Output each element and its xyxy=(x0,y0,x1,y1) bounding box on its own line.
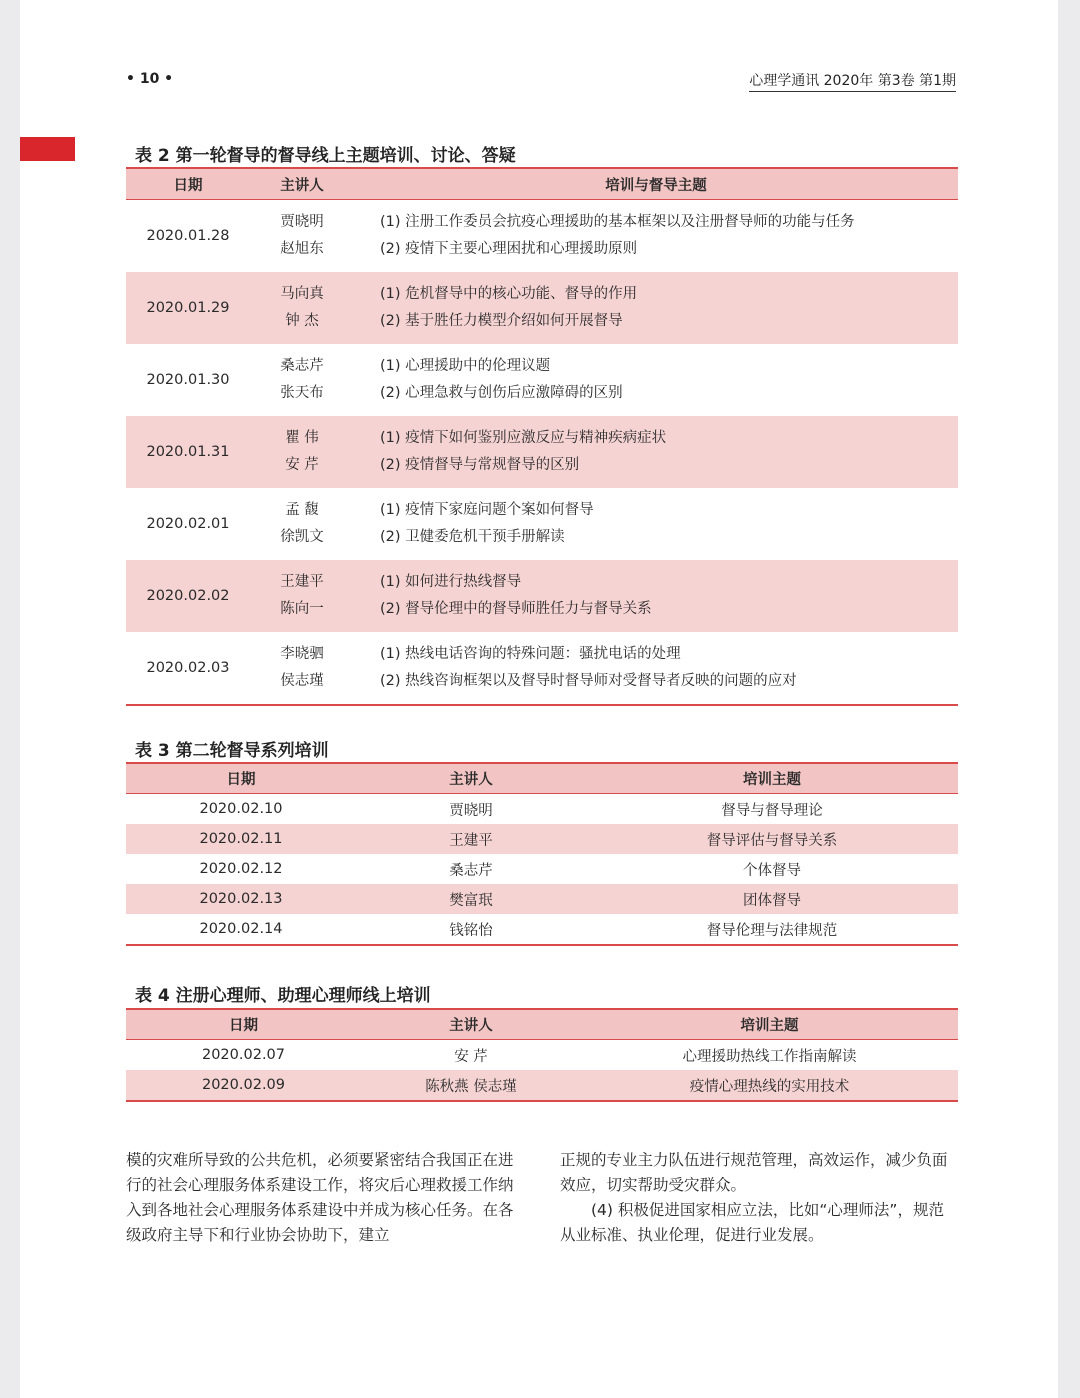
table2 xyxy=(126,167,958,706)
speaker-name: 王建平 xyxy=(280,574,324,590)
row-speakers xyxy=(250,344,354,416)
row-date: 2020.02.07 xyxy=(201,1047,286,1063)
table3-col-speaker: 主讲人 xyxy=(356,763,586,794)
speaker-name: 李晓驷 xyxy=(280,646,324,662)
topic-line: (1) 如何进行热线督导 xyxy=(380,574,522,590)
table2-col-date: 日期 xyxy=(126,168,250,200)
body-right-column xyxy=(560,1148,958,1248)
table3-col-date: 日期 xyxy=(126,763,356,794)
table-row xyxy=(126,560,958,632)
body-left-column xyxy=(126,1148,524,1248)
row-topics xyxy=(354,416,958,488)
topic-line: (2) 疫情下主要心理困扰和心理援助原则 xyxy=(380,241,638,257)
table-row xyxy=(126,416,958,488)
row-topic: 团体督导 xyxy=(586,884,958,914)
row-date: 2020.01.30 xyxy=(146,372,230,388)
row-topic: 个体督导 xyxy=(743,862,801,879)
row-topics xyxy=(354,200,958,273)
row-date: 2020.02.10 xyxy=(199,801,283,817)
speaker-name: 桑志芹 xyxy=(280,358,324,374)
speaker-name: 马向真 xyxy=(280,286,324,302)
table3-header-row xyxy=(126,763,958,794)
table-row xyxy=(126,632,958,705)
speaker-name: 徐凯文 xyxy=(280,529,324,545)
row-topics xyxy=(354,488,958,560)
table3-caption: 表 3 第二轮督导系列培训 xyxy=(135,741,329,761)
table2-col-topic: 培训与督导主题 xyxy=(354,168,958,200)
table3-col-topic: 培训主题 xyxy=(586,763,958,794)
table4-header-row xyxy=(126,1009,958,1040)
topic-line: (2) 心理急救与创伤后应激障碍的区别 xyxy=(380,385,623,401)
table-row xyxy=(126,272,958,344)
topic-line: (2) 热线咨询框架以及督导时督导师对受督导者反映的问题的应对 xyxy=(380,673,797,689)
table-row xyxy=(126,344,958,416)
document-page xyxy=(20,0,1058,1398)
table2-caption: 表 2 第一轮督导的督导线上主题培训、讨论、答疑 xyxy=(135,146,516,166)
page-number: • 10 • xyxy=(126,71,174,87)
row-speakers xyxy=(250,200,354,273)
speaker-name: 陈向一 xyxy=(280,601,324,617)
table4 xyxy=(126,1008,958,1102)
row-topics xyxy=(354,632,958,705)
row-speakers xyxy=(250,560,354,632)
speaker-name: 赵旭东 xyxy=(280,241,324,257)
row-speaker: 钱铭怡 xyxy=(356,914,586,945)
speaker-name: 孟 馥 xyxy=(285,502,319,518)
table-row xyxy=(126,824,958,854)
row-date: 2020.02.11 xyxy=(126,824,356,854)
row-topic: 督导与督导理论 xyxy=(721,802,823,819)
speaker-name: 贾晓明 xyxy=(280,214,324,230)
table2-col-speaker: 主讲人 xyxy=(250,168,354,200)
row-speakers xyxy=(250,272,354,344)
row-date: 2020.02.14 xyxy=(126,914,356,945)
row-speaker: 安 芹 xyxy=(454,1048,488,1065)
speaker-name: 安 芹 xyxy=(285,457,319,473)
row-date: 2020.01.31 xyxy=(126,416,250,488)
table-row xyxy=(126,1070,958,1101)
row-topics xyxy=(354,344,958,416)
row-date: 2020.02.03 xyxy=(126,632,250,705)
row-topic: 心理援助热线工作指南解读 xyxy=(682,1048,857,1065)
topic-line: (1) 心理援助中的伦理议题 xyxy=(380,358,551,374)
row-speaker: 陈秋燕 侯志瑾 xyxy=(361,1070,581,1101)
speaker-name: 瞿 伟 xyxy=(285,430,319,446)
row-date: 2020.02.02 xyxy=(126,560,250,632)
table-row xyxy=(126,794,958,825)
topic-line: (1) 热线电话咨询的特殊问题：骚扰电话的处理 xyxy=(380,646,681,662)
topic-line: (1) 疫情下家庭问题个案如何督导 xyxy=(380,502,594,518)
table-row xyxy=(126,884,958,914)
row-speaker: 桑志芹 xyxy=(449,862,493,879)
row-speakers xyxy=(250,632,354,705)
table-row xyxy=(126,200,958,273)
table-row xyxy=(126,1040,958,1071)
row-date: 2020.02.12 xyxy=(199,861,283,877)
table4-caption: 表 4 注册心理师、助理心理师线上培训 xyxy=(135,986,431,1006)
body-paragraph: 正规的专业主力队伍进行规范管理，高效运作，减少负面效应，切实帮助受灾群众。 xyxy=(560,1151,948,1194)
body-paragraph: 模的灾难所导致的公共危机，必须要紧密结合我国正在进行的社会心理服务体系建设工作，将灾后心理救援工作纳入到各地社会心理服务体系建设中并成为核心任务。在各级政府主导下和行业协会协助下，建立 xyxy=(126,1151,514,1244)
table3 xyxy=(126,762,958,946)
table4-col-topic: 培训主题 xyxy=(581,1009,958,1040)
row-topic: 疫情心理热线的实用技术 xyxy=(581,1070,958,1101)
row-speaker: 贾晓明 xyxy=(449,802,493,819)
speaker-name: 侯志瑾 xyxy=(280,673,324,689)
table-row xyxy=(126,854,958,884)
row-speakers xyxy=(250,488,354,560)
row-topic: 督导评估与督导关系 xyxy=(586,824,958,854)
topic-line: (2) 基于胜任力模型介绍如何开展督导 xyxy=(380,313,623,329)
topic-line: (2) 卫健委危机干预手册解读 xyxy=(380,529,565,545)
row-date: 2020.02.01 xyxy=(146,516,230,532)
red-accent-bar xyxy=(20,137,75,161)
table4-col-date: 日期 xyxy=(126,1009,361,1040)
topic-line: (2) 督导伦理中的督导师胜任力与督导关系 xyxy=(380,601,652,617)
table2-header-row xyxy=(126,168,958,200)
row-topics xyxy=(354,272,958,344)
topic-line: (2) 疫情督导与常规督导的区别 xyxy=(380,457,580,473)
row-date: 2020.01.29 xyxy=(126,272,250,344)
row-speakers xyxy=(250,416,354,488)
body-paragraph: (4) 积极促进国家相应立法，比如“心理师法”，规范从业标准、执业伦理，促进行业发展。 xyxy=(560,1201,944,1244)
table4-col-speaker: 主讲人 xyxy=(361,1009,581,1040)
speaker-name: 张天布 xyxy=(280,385,324,401)
row-speaker: 王建平 xyxy=(356,824,586,854)
row-speaker: 樊富珉 xyxy=(356,884,586,914)
row-date: 2020.02.09 xyxy=(126,1070,361,1101)
table-row xyxy=(126,914,958,945)
table-row xyxy=(126,488,958,560)
topic-line: (1) 注册工作委员会抗疫心理援助的基本框架以及注册督导师的功能与任务 xyxy=(380,214,855,230)
row-topics xyxy=(354,560,958,632)
row-date: 2020.02.13 xyxy=(126,884,356,914)
speaker-name: 钟 杰 xyxy=(285,313,319,329)
topic-line: (1) 危机督导中的核心功能、督导的作用 xyxy=(380,286,638,302)
row-topic: 督导伦理与法律规范 xyxy=(586,914,958,945)
journal-header: 心理学通讯 2020年 第3卷 第1期 xyxy=(749,70,956,92)
topic-line: (1) 疫情下如何鉴别应激反应与精神疾病症状 xyxy=(380,430,667,446)
row-date: 2020.01.28 xyxy=(146,228,230,244)
